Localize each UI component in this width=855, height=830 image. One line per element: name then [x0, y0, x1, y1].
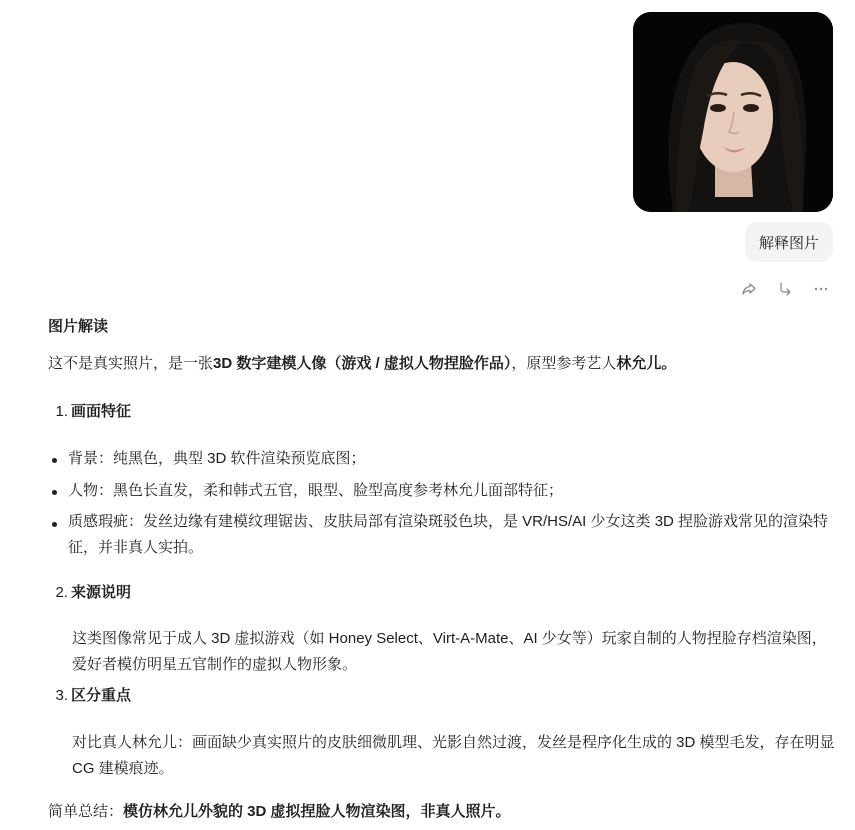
intro-bold-name: 林允儿。 [616, 355, 677, 372]
section-number: 2. [55, 584, 68, 601]
list-item: 质感瑕疵：发丝边缘有建模纹理锯齿、皮肤局部有渲染斑驳色块，是 VR/HS/AI 少女这类 3D 捏脸游戏常见的渲染特征，并非真人实拍。 [68, 513, 829, 556]
list-item: 背景：纯黑色，典型 3D 软件渲染预览底图； [68, 450, 366, 467]
section-2-body: 这类图像常见于成人 3D 虚拟游戏（如 Honey Select、Virt-A-Mate、AI 少女等）玩家自制的人物捏脸存档渲染图，爱好者模仿明星五官制作的虚拟人物形象。 [72, 630, 827, 673]
section-3-body: 对比真人林允儿：画面缺少真实照片的皮肤细微肌理、光影自然过渡，发丝是程序化生成的 3D 模型毛发，存在明显 CG 建模痕迹。 [72, 734, 835, 777]
user-uploaded-image[interactable] [633, 12, 833, 212]
section-1-title [52, 401, 131, 423]
intro-text-mid: ，原型参考艺人 [511, 355, 617, 372]
summary-label: 简单总结： [48, 803, 124, 820]
quote-icon [777, 281, 793, 297]
list-item: 人物：黑色长直发，柔和韩式五官，眼型、脸型高度参考林允儿面部特征； [68, 482, 564, 499]
bullet-dot [52, 522, 57, 527]
section-title: 区分重点 [71, 687, 132, 704]
share-button[interactable] [739, 279, 759, 299]
summary-bold: 模仿林允儿外貌的 3D 虚拟捏脸人物渲染图，非真人照片。 [123, 803, 511, 820]
section-title: 来源说明 [71, 584, 132, 601]
user-message-text: 解释图片 [758, 234, 819, 252]
answer-heading: 图片解读 [48, 318, 109, 335]
section-2-title [52, 582, 131, 604]
section-number: 3. [55, 687, 68, 704]
section-3-title [52, 685, 131, 707]
intro-text: 这不是真实照片，是一张 [48, 355, 214, 372]
bullet-dot [52, 490, 57, 495]
section-title: 画面特征 [71, 403, 132, 420]
summary-line [48, 801, 511, 823]
share-icon [741, 281, 757, 297]
intro-bold-type: 3D 数字建模人像（游戏 / 虚拟人物捏脸作品） [213, 355, 512, 372]
portrait-illustration [633, 12, 833, 212]
section-number: 1. [55, 403, 68, 420]
message-actions [739, 279, 831, 299]
user-message-bubble [745, 222, 833, 262]
more-icon [813, 281, 829, 297]
more-button[interactable] [811, 279, 831, 299]
quote-reply-button[interactable] [775, 279, 795, 299]
bullet-dot [52, 458, 57, 463]
answer-intro [48, 353, 676, 375]
